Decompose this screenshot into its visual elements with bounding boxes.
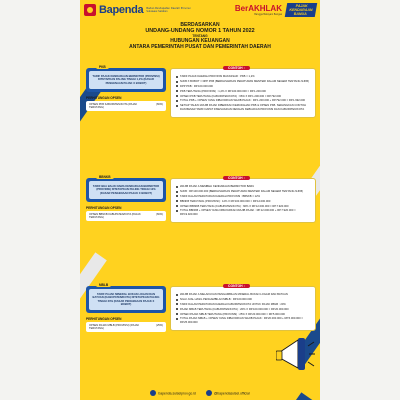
bullet-icon — [176, 195, 178, 197]
pajak-badge-text: PAJAK KENDARAAN BANUA — [289, 4, 313, 16]
bullet-icon — [176, 90, 178, 92]
rate-text: TARIF BEA BALIK NAMA KENDARAAN BERMOTOR (PROVINSI) DITETAPKAN PALING TINGGI 12% (DASAR PENGENAAN PAJAK X BOBOT) — [89, 181, 163, 199]
opsen-block — [86, 317, 166, 332]
poster-footer — [80, 386, 320, 398]
rate-text: TARIF PAJAK KENDARAAN BERMOTOR (PROVINSI) DITETAPKAN PALING TINGGI 1,2% (DASAR PENGENAAN PAJAK X BOBOT) — [89, 71, 163, 89]
rate-card — [86, 283, 166, 313]
opsen-label: OPSEN BBNKB KABUPATEN/KOTA (PAJAK TERUTANG) — [89, 212, 141, 219]
example-card — [170, 178, 316, 223]
bullet-icon — [176, 105, 178, 107]
globe-icon — [150, 390, 156, 396]
rate-column — [86, 65, 166, 111]
bullet-icon — [176, 294, 178, 296]
title-line-5: ANTARA PEMERINTAH PUSAT DAN PEMERINTAH DAERAH — [129, 44, 271, 50]
example-line: OPSEN PAJAK MBLB TERUTANG (PROVINSI) : 25% X RP.20.000.000 = RP.5.000.000 — [176, 313, 310, 316]
example-line: TOTAL PKB + OPSEN YANG DIBAYARKAN WAJIB PAJAK : RP.1.200.000 + RP.792.000 = RP.1.992.000 — [176, 99, 310, 102]
bullet-icon — [176, 210, 178, 212]
opsen-block — [86, 206, 166, 221]
bullet-icon — [176, 308, 178, 310]
example-tag: CONTOH : — [223, 66, 250, 70]
poster-title — [80, 22, 320, 50]
tax-info-poster — [80, 0, 320, 400]
poster-header — [80, 0, 320, 20]
example-line: OPSEN BBNKB TERUTANG (KABUPATEN/KOTA) : 66% X RP.12.000.000 = RP.7.920.000 — [176, 205, 310, 208]
bullet-icon — [176, 303, 178, 305]
bullet-icon — [176, 186, 178, 188]
example-line: NILAI JUAL HASIL PENGAMBILAN MBLB : RP.100.000.000 — [176, 298, 310, 301]
brand-name: Bapenda — [99, 4, 144, 16]
example-line: PKB TERUTANG (PROVINSI) : 1,2% X RP.100.000.000 = RP.1.200.000 — [176, 90, 310, 93]
rate-card — [86, 175, 166, 202]
opsen-value: (25%) — [156, 324, 163, 328]
title-line-4: HUBUNGAN KEUANGAN — [170, 38, 230, 44]
bullet-icon — [176, 76, 178, 78]
title-line-1: BERDASARKAN — [180, 22, 220, 28]
title-line-3: TENTANG — [192, 34, 208, 38]
opsen-line — [86, 101, 166, 111]
rate-card — [86, 65, 166, 92]
bullet-icon — [176, 205, 178, 207]
opsen-label: OPSEN PAJAK MBLB (PROVINSI) (PAJAK TERUTANG) — [89, 324, 140, 331]
social-item — [206, 383, 250, 400]
bullet-icon — [176, 95, 178, 97]
website-text: bapenda.sulselprov.go.id — [158, 391, 196, 395]
rate-column — [86, 175, 166, 221]
example-line: TARIF DALAM PERATURAN DAERAH KABUPATEN/KOTA UNTUK PAJAK MBLB : 20% — [176, 303, 310, 306]
bapenda-logo-icon — [84, 4, 96, 16]
example-line: SETIAP TAHUN WAJIB PAJAK DIBERIKAN KEMUDAHAN PKB & OPSEN PKB. SEDANGKAN CONTOH DAN BESAR TARIF DAPAT DISESUAIKAN DENGAN KEBIJAKAN PROVINSI DAN KABUPATEN/KOTA — [176, 104, 310, 111]
instagram-icon — [206, 390, 212, 396]
example-line: PAJAK MBLB TERUTANG (KABUPATEN/KOTA) : 20% X RP.100.000.000 = RP.20.000.000 — [176, 308, 310, 311]
bullet-icon — [176, 81, 178, 83]
example-line: NJKB : RP.100.000.000 (BERDASARKAN PERATURAN MENTERI DALAM NEGERI TENTANG NJKB) — [176, 190, 310, 193]
example-line: NJKB X BOBOT = DPP PKB (BERDASARKAN PERATURAN MENTERI DALAM NEGERI TENTANG NJKB) — [176, 80, 310, 83]
bullet-icon — [176, 313, 178, 315]
example-line: TARIF PAJAK DAERAH PROVINSI MAKASSAR : PKB = 1,2% — [176, 75, 310, 78]
example-card — [170, 286, 316, 331]
example-line: OPSEN PKB TERUTANG (KABUPATEN/KOTA) : 66% X RP.1.200.000 = RP.792.000 — [176, 95, 310, 98]
opsen-value: (66%) — [156, 102, 163, 106]
example-line: TOTAL PAJAK MBLB + OPSEN YANG DIBAYARKAN WAJIB PAJAK : RP.20.000.000 + RP.5.000.000 = RP.25.000.000 — [176, 317, 310, 324]
rate-text: TARIF PAJAK MINERAL BUKAN LOGAM DAN BATUAN (KABUPATEN/KOTA) DITETAPKAN PALING TINGGI 20% (DASAR PENGENAAN PAJAK X BOBOT) — [89, 289, 163, 310]
opsen-label: OPSEN PKB KABUPATEN/KOTA (PAJAK TERUTANG) — [89, 102, 138, 109]
website-item — [150, 383, 195, 400]
opsen-title: PERHITUNGAN OPSEN — [86, 317, 122, 322]
example-line: TOTAL BBNKB + OPSEN YANG DIBAYARKAN WAJIB PAJAK : RP.12.000.000 + RP.7.920.000 = RP.19.920.000 — [176, 209, 310, 216]
berakhlak-logo — [235, 4, 282, 16]
rate-tag: PKB — [96, 65, 109, 69]
example-line: WAJIB PAJAK A MELAKUKAN PENGAMBILAN MINERAL BUKAN LOGAM DAN BATUAN — [176, 293, 310, 296]
example-line: DPP PKB : RP.100.000.000 — [176, 85, 310, 88]
bullet-icon — [176, 299, 178, 301]
title-line-2: UNDANG-UNDANG NOMOR 1 TAHUN 2022 — [145, 28, 255, 34]
bullet-icon — [176, 100, 178, 102]
rate-tag: MBLB — [96, 283, 111, 287]
example-tag: CONTOH : — [223, 284, 250, 288]
opsen-title: PERHITUNGAN OPSEN — [86, 95, 122, 100]
opsen-block — [86, 96, 166, 111]
opsen-line — [86, 322, 166, 332]
example-card — [170, 68, 316, 118]
berakhlak-subtitle: Bangga Melayani Bangsa — [254, 13, 282, 16]
bullet-icon — [176, 85, 178, 87]
bullet-icon — [176, 191, 178, 193]
bullet-icon — [176, 318, 178, 320]
rate-column — [86, 283, 166, 332]
pajak-badge — [285, 3, 317, 17]
berakhlak-text: BerAKHLAK — [234, 4, 282, 13]
opsen-title: PERHITUNGAN OPSEN — [86, 205, 122, 210]
example-line: TARIF DALAM PERATURAN DAERAH PROVINSI : BBNKB = 12% — [176, 195, 310, 198]
opsen-line — [86, 211, 166, 221]
bullet-icon — [176, 200, 178, 202]
megaphone-icon — [276, 332, 316, 378]
example-line: BBNKB TERUTANG (PROVINSI) : 12% X RP.100.000.000 = RP.12.000.000 — [176, 200, 310, 203]
brand-subtitle: Badan Pendapatan Daerah Provinsi Sulawesi Selatan — [146, 7, 191, 13]
social-text: @bapendasulsel.official — [213, 391, 250, 395]
opsen-value: (66%) — [156, 212, 163, 216]
example-line: WAJIB PAJAK A MEMBELI KENDARAAN BERMOTOR BARU — [176, 185, 310, 188]
rate-tag: BBNKB — [96, 175, 114, 179]
example-tag: CONTOH : — [223, 176, 250, 180]
